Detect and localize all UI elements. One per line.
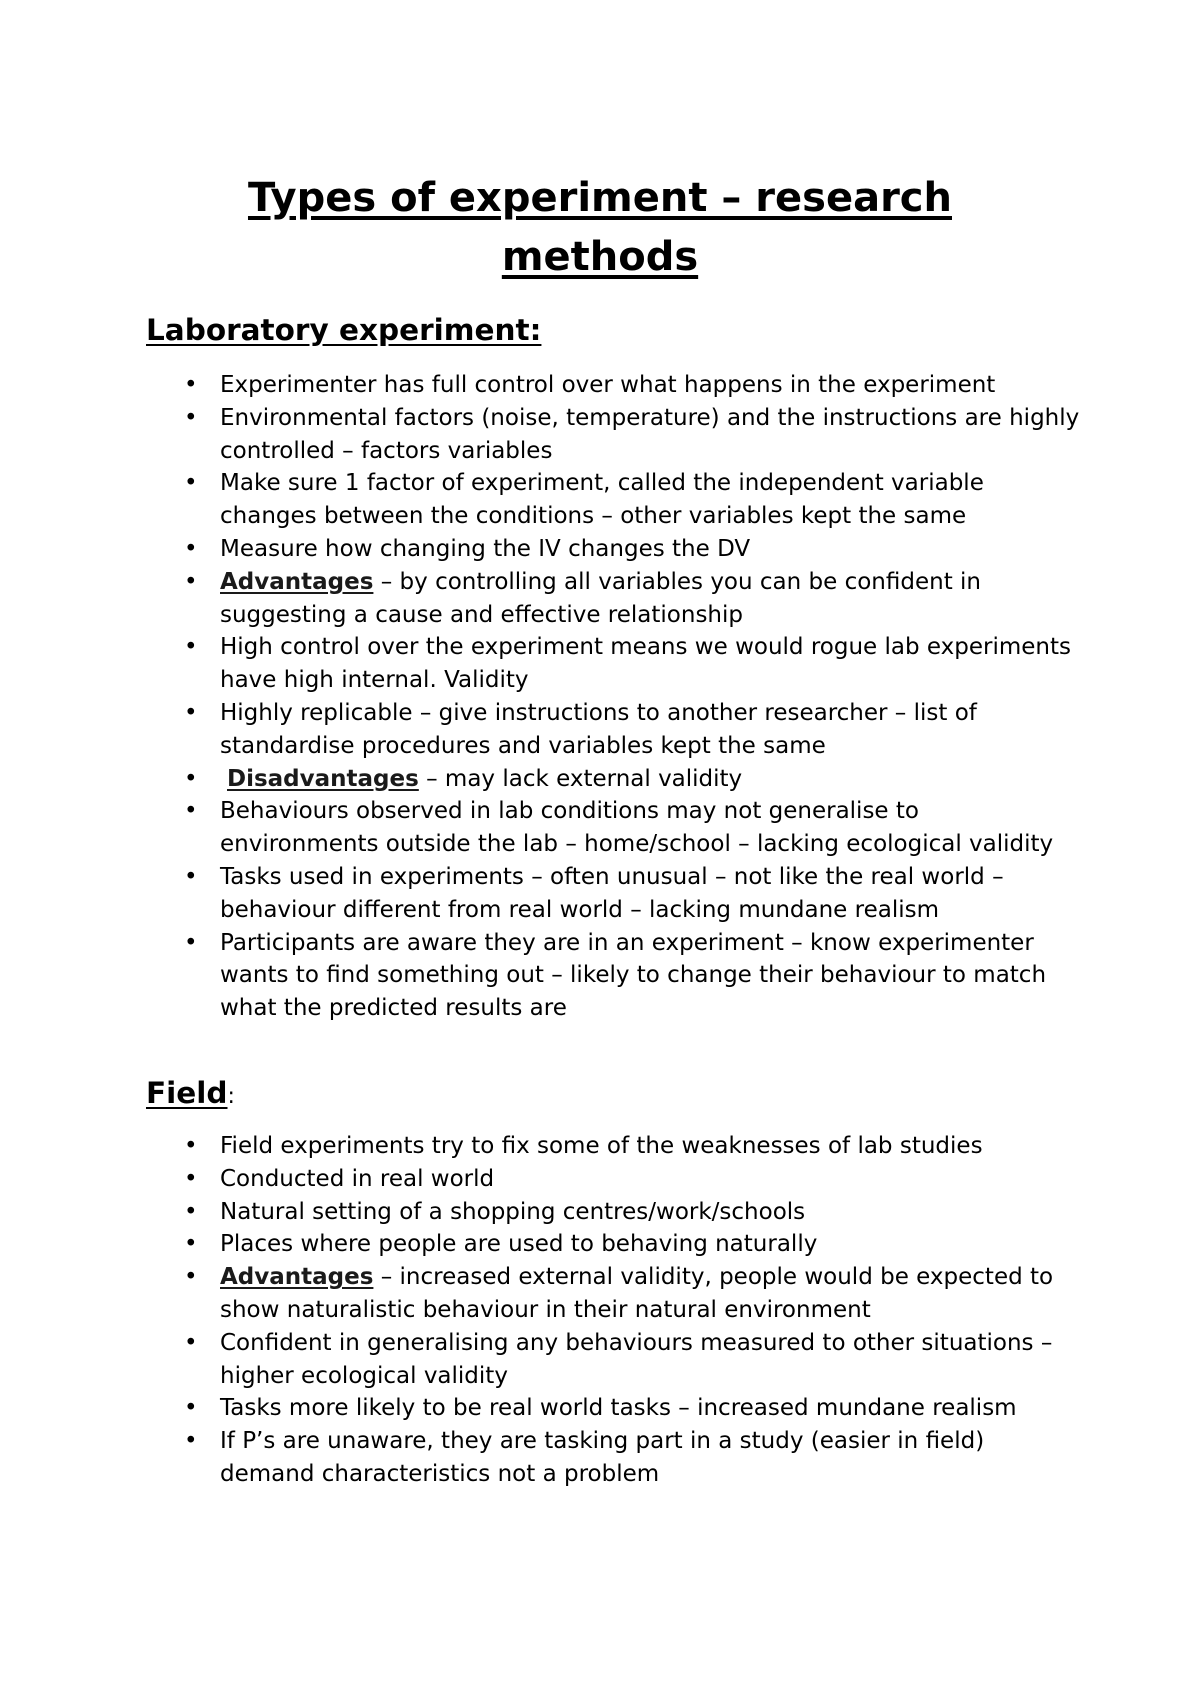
list-item-text: Confident in generalising any behaviours measured to other situations – higher ecological validity [220,1329,1053,1389]
list-item [0,763,1200,796]
section-heading-field [146,1073,235,1117]
bullet-icon: • [184,1165,198,1192]
list-item [0,631,1200,697]
bullet-icon: • [184,1329,198,1356]
list-item [0,566,1200,632]
field-bullet-list [0,1130,1200,1491]
list-item [0,1228,1200,1261]
bullet-icon: • [184,765,198,792]
list-item-text: – by controlling all variables you can be confident in suggesting a cause and effective relationship [220,568,981,628]
section-heading-laboratory [146,310,541,350]
list-item [0,402,1200,468]
list-item-text: Places where people are used to behaving naturally [220,1231,818,1258]
laboratory-bullet-list [0,369,1200,1025]
list-item [0,861,1200,927]
list-item-text: Experimenter has full control over what happens in the experiment [220,372,996,398]
bullet-icon: • [184,470,198,497]
list-item [0,1425,1200,1491]
list-item-text: Behaviours observed in lab conditions may not generalise to environments outside the lab – home/school – lacking ecological validity [220,798,1054,858]
list-item [0,369,1200,402]
list-item [0,1130,1200,1163]
bullet-icon: • [184,929,198,956]
list-item-text: Conducted in real world [220,1165,495,1192]
advantages-label: Advantages [220,568,374,595]
list-item-text: Tasks used in experiments – often unusual – not like the real world – behaviour different from real world – lacking mundane realism [220,863,1004,923]
bullet-icon: • [184,634,198,661]
list-item-text: Highly replicable – give instructions to another researcher – list of standardise procedures and variables kept the same [220,699,977,759]
list-item-text: Make sure 1 factor of experiment, called the independent variable changes between the conditions – other variables kept the same [220,470,984,530]
list-item [0,533,1200,566]
bullet-icon: • [184,535,198,562]
list-item [0,1327,1200,1393]
list-item-text: Field experiments try to fix some of the weaknesses of lab studies [220,1133,983,1159]
bullet-icon: • [184,1264,198,1291]
list-item [0,467,1200,533]
list-item [0,1196,1200,1229]
list-item [0,697,1200,763]
list-item-text: Participants are aware they are in an experiment – know experimenter wants to find something out – likely to change their behaviour to match what the predicted results are [220,929,1047,1022]
list-item-text: Natural setting of a shopping centres/work/schools [220,1198,806,1225]
bullet-icon: • [184,1198,198,1225]
disadvantages-label-wrap [220,766,419,792]
list-item [0,1163,1200,1196]
bullet-icon: • [184,798,198,825]
bullet-icon: • [184,1395,198,1422]
page-title-line-2: methods [501,233,699,280]
bullet-icon: • [184,372,198,398]
advantages-label: Advantages [220,1264,374,1291]
bullet-icon: • [184,1231,198,1258]
disadvantages-label: Disadvantages [227,765,419,792]
list-item-text: High control over the experiment means we would rogue lab experiments have high internal. Validity [220,634,1071,694]
section-heading-field-text: Field [146,1076,228,1110]
bullet-icon: • [184,404,198,431]
list-item-text: – increased external validity, people would be expected to show naturalistic behaviour in their natural environment [220,1264,1054,1323]
list-item [0,927,1200,1025]
list-item-text: Tasks more likely to be real world tasks – increased mundane realism [220,1395,1017,1422]
bullet-icon: • [184,699,198,726]
page-title-line-1: Types of experiment – research [247,174,952,221]
list-item [0,1392,1200,1425]
bullet-icon: • [184,1133,198,1159]
section-heading-laboratory-text: Laboratory experiment: [146,313,542,347]
list-item [0,795,1200,861]
section-heading-field-colon: : [227,1084,235,1109]
list-item-text: If P’s are unaware, they are tasking part in a study (easier in field) demand characteristics not a problem [220,1428,985,1487]
bullet-icon: • [184,568,198,595]
list-item [0,1261,1200,1327]
list-item-text: – may lack external validity [418,765,743,792]
bullet-icon: • [184,1428,198,1455]
list-item-text: Environmental factors (noise, temperature) and the instructions are highly controlled – factors variables [220,404,1080,464]
list-item-text: Measure how changing the IV changes the DV [220,535,751,562]
page-title [0,169,1200,287]
bullet-icon: • [184,863,198,890]
